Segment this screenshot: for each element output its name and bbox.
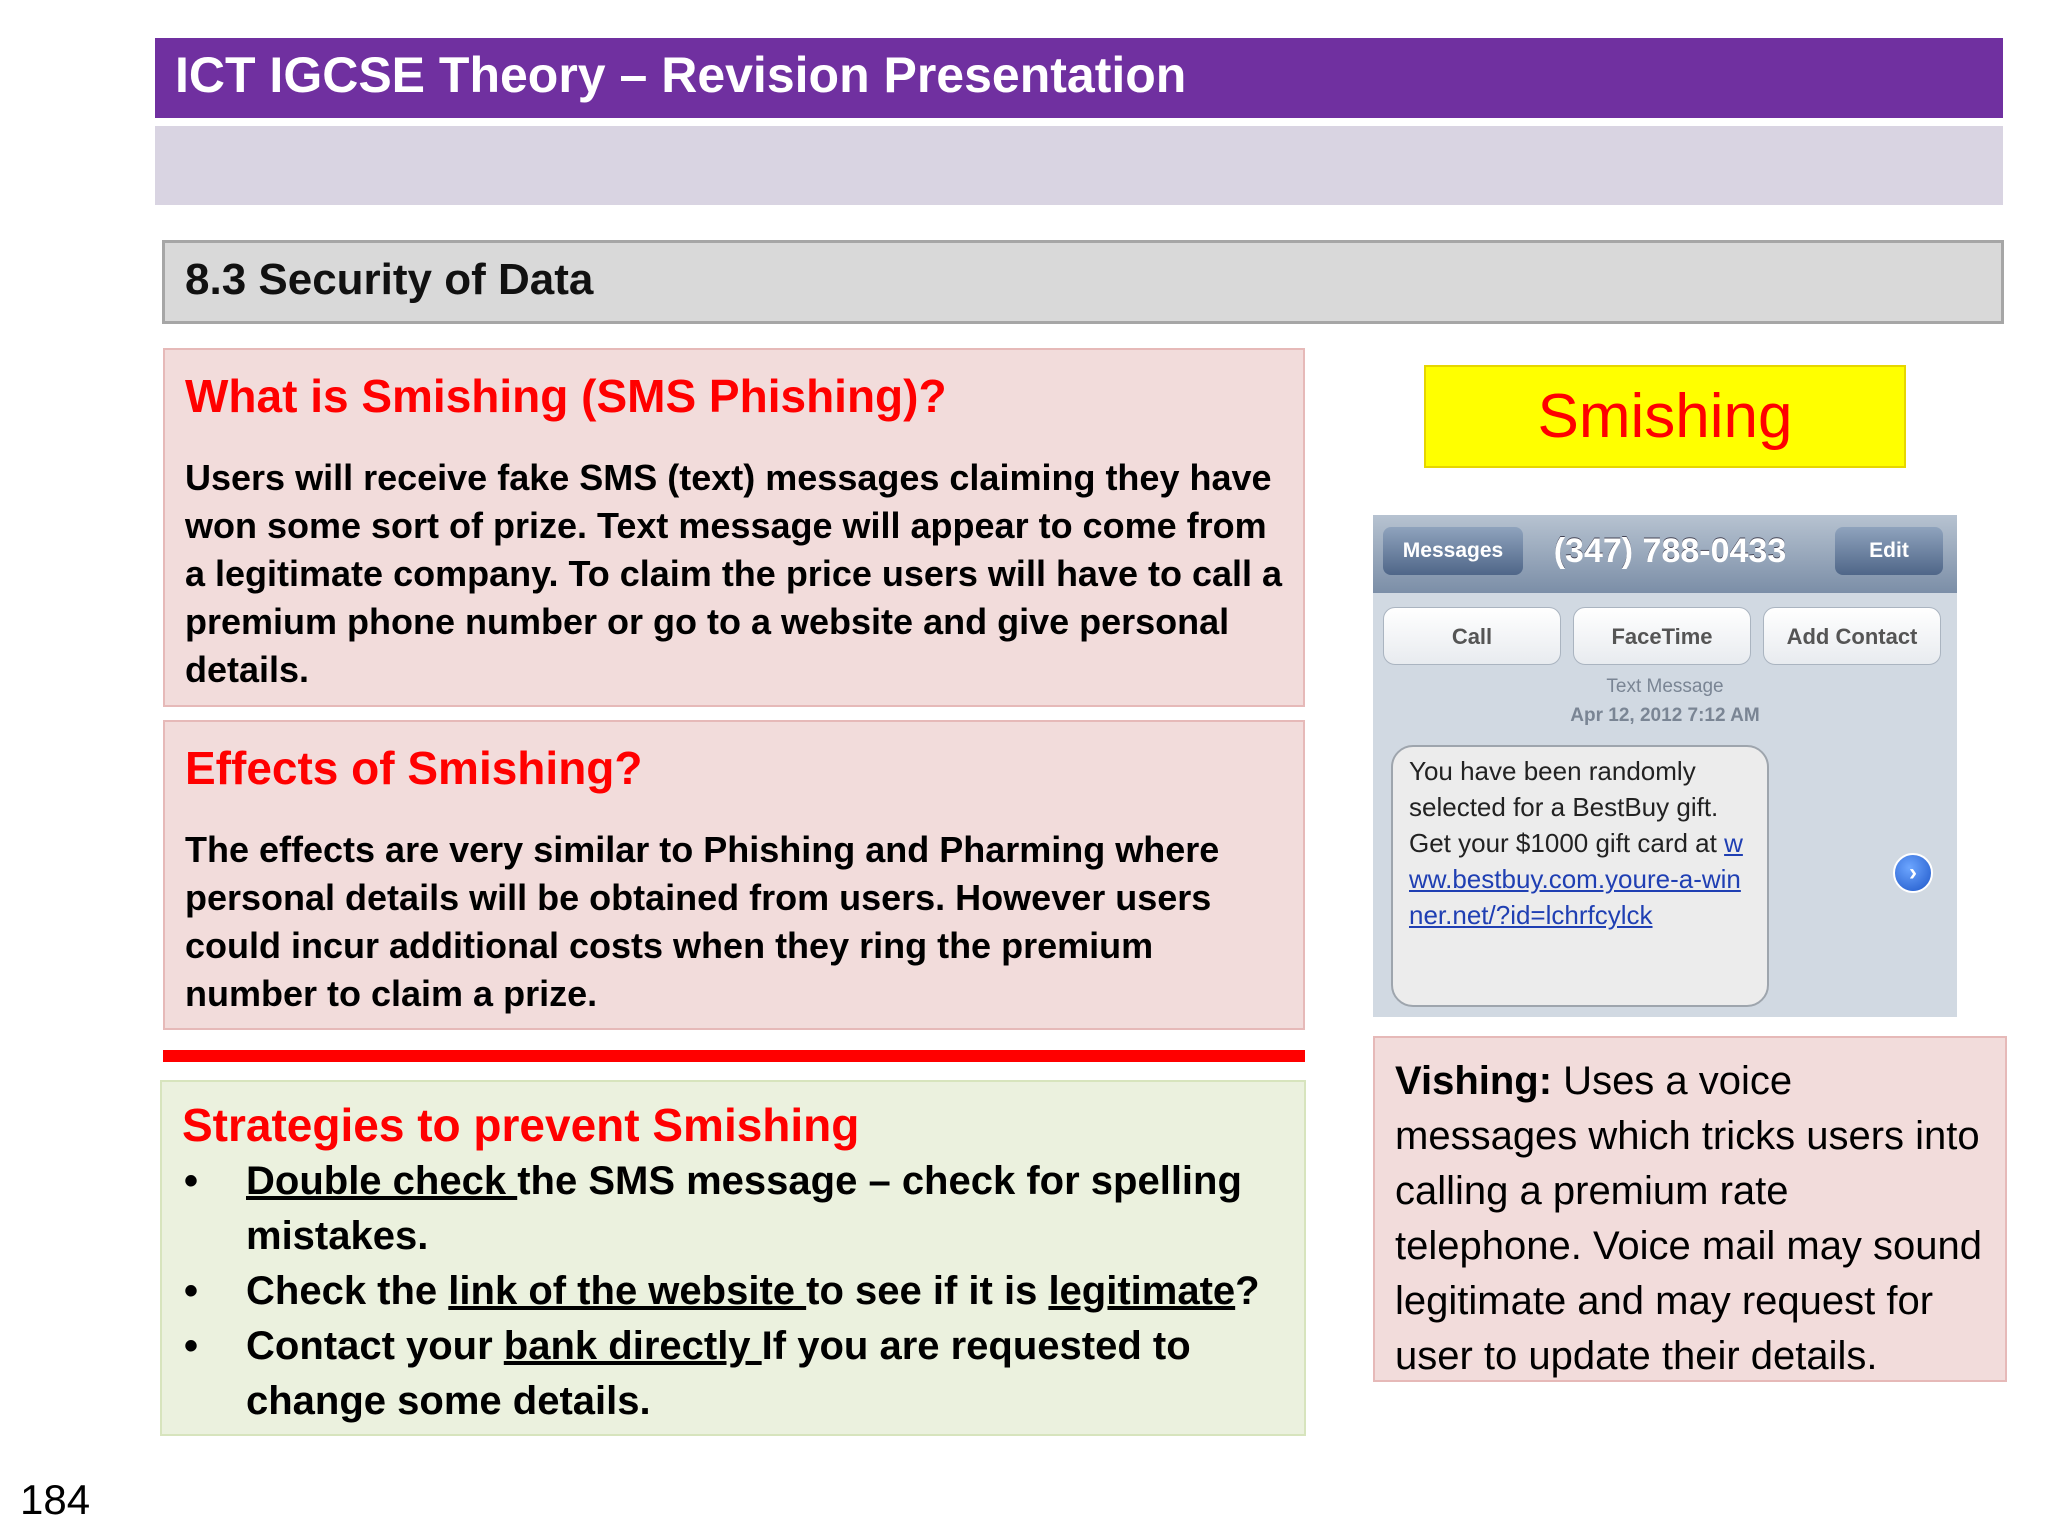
strategy-item (182, 1319, 1284, 1429)
strategy-text: the SMS message – check for spelling mistakes. (246, 1159, 1242, 1258)
effects-heading: Effects of Smishing? (185, 742, 643, 794)
bullet-icon: • (184, 1159, 199, 1203)
strategies-heading: Strategies to prevent Smishing (182, 1099, 860, 1151)
phone-message-text: You have been randomly selected for a BestBuy gift. Get your $1000 gift card at (1409, 756, 1719, 858)
strategy-text: to see if it is (806, 1269, 1049, 1313)
bullet-icon: • (184, 1269, 199, 1313)
bullet-icon: • (184, 1324, 199, 1368)
phone-call-button: Call (1383, 607, 1561, 665)
strategy-text: Check the (246, 1269, 449, 1313)
page-number: 184 (20, 1476, 91, 1523)
section-title: 8.3 Security of Data (185, 255, 594, 304)
strategy-text: ? (1235, 1269, 1260, 1313)
phone-message-label: Text Message (1606, 676, 1724, 697)
phone-edit-button: Edit (1835, 527, 1943, 575)
phone-screenshot (1373, 515, 1957, 1017)
phone-facetime-button: FaceTime (1573, 607, 1751, 665)
strategy-text: Contact your (246, 1324, 504, 1368)
section-title-box (162, 240, 2004, 324)
strategy-keyword: Double check (246, 1159, 518, 1203)
effects-box (163, 720, 1305, 1030)
smishing-label-text: Smishing (1537, 382, 1793, 451)
strategy-item (182, 1264, 1284, 1319)
strategy-item (182, 1154, 1284, 1264)
strategies-list (182, 1154, 1284, 1429)
phone-contact-number: (347) 788-0433 (1553, 532, 1787, 570)
smishing-label (1424, 365, 1906, 468)
effects-body: The effects are very similar to Phishing and Pharming where personal details will be obtained from users. However users could incur additional costs when they ring the premium number to claim a prize. (185, 829, 1220, 1014)
red-divider (163, 1050, 1305, 1062)
vishing-term: Vishing: (1395, 1059, 1553, 1103)
strategy-keyword: legitimate (1048, 1269, 1236, 1313)
vishing-box (1373, 1036, 2007, 1382)
phone-message-link: www.bestbuy.com.youre-a-winner.net/?id=lchrfcylck (1409, 828, 1743, 930)
definition-body: Users will receive fake SMS (text) messages claiming they have won some sort of prize. Text message will appear to come from a legitimate company. To claim the price users will have to call a premium phone number or go to a website and give personal details. (185, 457, 1283, 690)
strategies-box (160, 1080, 1306, 1436)
phone-message-bubble (1391, 745, 1769, 1007)
vishing-body: Uses a voice messages which tricks users into calling a premium rate telephone. Voice mail may sound legitimate and may request for user to update their details. (1395, 1059, 1983, 1378)
strategy-keyword: link of the website (448, 1269, 807, 1313)
slide-title-bar (155, 38, 2003, 118)
phone-message-date: Apr 12, 2012 7:12 AM (1570, 705, 1760, 726)
phone-add-contact-button: Add Contact (1763, 607, 1941, 665)
phone-messages-back-button: Messages (1383, 527, 1523, 575)
slide-title: ICT IGCSE Theory – Revision Presentation (175, 47, 1187, 103)
chevron-right-icon: › (1893, 853, 1933, 893)
strategy-text: If you are requested to change some details. (246, 1324, 1191, 1423)
definition-heading: What is Smishing (SMS Phishing)? (185, 370, 947, 422)
subtitle-bar (155, 126, 2003, 205)
strategy-keyword: bank directly (503, 1324, 762, 1368)
definition-box (163, 348, 1305, 707)
